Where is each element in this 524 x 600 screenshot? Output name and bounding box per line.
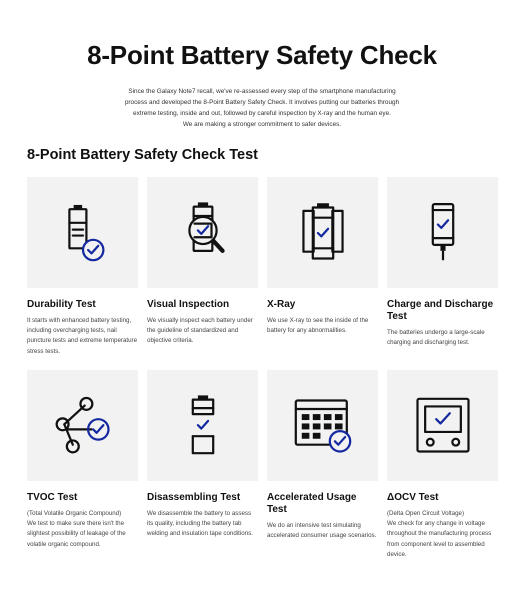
test-description: We check for any change in voltage throughout the manufacturing process from component level to assembled device.: [387, 520, 492, 558]
intro-line: Since the Galaxy Note7 recall, we've re-assessed every step of the smartphone manufacturing: [128, 88, 396, 95]
icon-tile: [147, 370, 258, 481]
icon-tile: [387, 370, 498, 481]
xray-battery-icon: [289, 199, 357, 267]
section-title: 8-Point Battery Safety Check Test: [27, 147, 258, 163]
intro-line: We are making a stronger commitment to safer devices.: [182, 121, 342, 128]
test-card-xray: [267, 177, 378, 357]
test-card-visual-inspection: [147, 177, 258, 357]
test-description: We visually inspect each battery under the guideline of standardized and objective criteria.: [147, 317, 253, 345]
test-title: Accelerated Usage Test: [267, 492, 357, 515]
page-title: 8-Point Battery Safety Check: [87, 40, 437, 70]
molecule-check-icon: [49, 392, 117, 460]
test-card-accelerated-usage: [267, 370, 378, 560]
test-title: ΔOCV Test: [387, 492, 439, 503]
test-card-tvoc: [27, 370, 138, 560]
test-card-charge-discharge: [387, 177, 498, 357]
test-description: We disassemble the battery to assess its quality, including the battery tab welding and insulation tape conditions.: [147, 510, 253, 538]
test-description: We use X-ray to see the inside of the battery for any abnormalities.: [267, 317, 369, 335]
phone-charging-icon: [409, 199, 477, 267]
intro-line: extreme testing, inside and out, followed by careful inspection by X-ray and the human eye.: [133, 110, 391, 117]
icon-tile: [387, 177, 498, 288]
calendar-check-icon: [289, 392, 357, 460]
disassembled-battery-icon: [169, 392, 237, 460]
test-card-durability: [27, 177, 138, 357]
test-grid-row-2: [27, 370, 498, 560]
icon-tile: [27, 177, 138, 288]
test-title: Durability Test: [27, 299, 96, 310]
test-title: TVOC Test: [27, 492, 78, 503]
icon-tile: [27, 370, 138, 481]
test-title: Visual Inspection: [147, 299, 230, 310]
icon-tile: [147, 177, 258, 288]
test-description: The batteries undergo a large-scale charging and discharging test.: [387, 329, 485, 347]
test-description: We do an intensive test simulating accelerated consumer usage scenarios.: [267, 522, 377, 540]
test-subtitle: (Total Volatile Organic Compound): [27, 510, 122, 517]
test-grid-row-1: [27, 177, 498, 357]
magnifier-battery-icon: [169, 199, 237, 267]
test-title: X-Ray: [267, 299, 296, 310]
icon-tile: [267, 177, 378, 288]
icon-tile: [267, 370, 378, 481]
test-card-disassembling: [147, 370, 258, 560]
test-description: It starts with enhanced battery testing, including overcharging tests, nail puncture tests and extreme temperature stress tests.: [27, 317, 138, 355]
voltage-meter-icon: [409, 392, 477, 460]
intro-line: process and developed the 8-Point Battery Safety Check. It involves putting our batteries through: [124, 99, 400, 106]
test-description: We test to make sure there isn't the slightest possibility of leakage of the volatile organic compound.: [27, 520, 126, 548]
intro-text: [100, 86, 424, 130]
test-title: Disassembling Test: [147, 492, 241, 503]
battery-check-icon: [49, 199, 117, 267]
test-title: Charge and Discharge Test: [387, 299, 494, 322]
test-card-delta-ocv: [387, 370, 498, 560]
test-subtitle: (Delta Open Circuit Voltage): [387, 510, 465, 517]
